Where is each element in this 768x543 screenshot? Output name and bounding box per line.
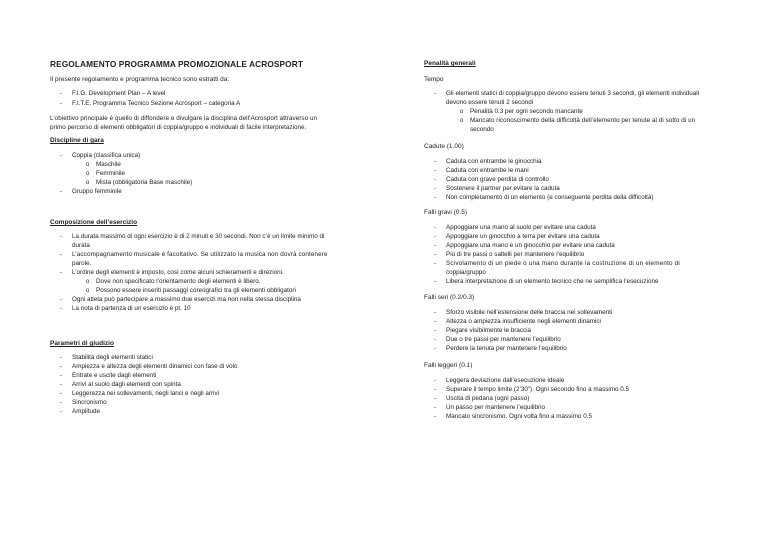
discipline-subitem: Mista (obbligatoria Base maschile) [96,179,193,186]
gravi-item-cont: coppia/gruppo [446,269,486,276]
cadute-item: Caduta con entrambe le mani [446,167,529,174]
seri-item: Sforzo visibile nell’estensione delle braccia nei sollevamenti [446,309,613,316]
tempo-subitem: Penalità 0.3 per ogni secondo mancante [470,108,583,115]
list-dash: - [60,269,63,276]
judgement-item: Arrivi al suolo dagli elementi con spinta [72,381,181,388]
circle-bullet-icon: o [86,279,90,285]
circle-bullet-icon: o [460,109,464,115]
list-dash: - [60,100,63,107]
list-dash: - [434,185,437,192]
judgement-item: Sincronismo [72,399,107,406]
list-dash: - [60,363,63,370]
list-dash: - [434,377,437,384]
list-dash: - [434,224,437,231]
list-dash: - [60,90,63,97]
seri-label: Falli seri (0.2/0.3) [424,294,475,301]
gravi-item: Appoggiare una mano e un ginocchio per evitare una caduta [446,242,615,249]
circle-bullet-icon: o [86,162,90,168]
list-dash: - [434,345,437,352]
gravi-item: Appoggiare una mano al suolo per evitare una caduta [446,224,596,231]
cadute-item: Non completamento di un elemento (e conseguente perdita della difficoltà) [446,194,654,201]
section-heading-discipline: Discipline di gara [50,137,104,144]
composition-subitem: Possono essere inseriti passaggi coreografici tra gli elementi obbligatori [96,287,296,294]
circle-bullet-icon: o [86,171,90,177]
judgement-item: Entrate e uscite dagli elementi [72,372,157,379]
document-title: REGOLAMENTO PROGRAMMA PROMOZIONALE ACROSPORT [50,59,303,69]
gravi-item: Appoggiare un ginocchio a terra per evitare una caduta [446,233,600,240]
list-dash: - [434,327,437,334]
circle-bullet-icon: o [86,288,90,294]
list-dash: - [434,278,437,285]
list-dash: - [434,176,437,183]
gravi-label: Falli gravi (0.5) [424,209,467,216]
composition-item: L’accompagnamento musicale è facoltativo. Se utilizzato la musica non dovrà contenere [72,251,328,258]
tempo-item-cont: devono essere tenuti 2 secondi [446,99,534,106]
list-dash: - [60,390,63,397]
judgement-item: Stabilità degli elementi statici [72,354,153,361]
list-dash: - [434,167,437,174]
tempo-subitem-cont: secondo [470,126,494,133]
list-dash: - [434,309,437,316]
list-dash: - [434,194,437,201]
list-dash: - [60,152,63,159]
leggeri-item: Leggera deviazione dall’esecuzione ideale [446,377,565,384]
list-dash: - [60,233,63,240]
list-dash: - [434,90,437,97]
discipline-item: Coppia (classifica unica) [72,152,141,159]
list-dash: - [434,158,437,165]
list-dash: - [434,233,437,240]
list-dash: - [60,305,63,312]
source-item: F.I.G. Development Plan – A level [72,90,166,97]
list-dash: - [434,404,437,411]
section-heading-judgement: Parametri di giudizio [50,340,114,347]
cadute-item: Caduta con entrambe le ginocchia [446,158,542,165]
list-dash: - [434,336,437,343]
section-heading-composition: Composizione dell’esercizio [50,219,138,226]
tempo-subitem: Mancato riconoscimento della difficoltà dell’elemento per tenute al di sotto di un [470,117,696,124]
list-dash: - [60,251,63,258]
list-dash: - [434,251,437,258]
seri-item: Due o tre passi per mantenere l’equilibrio [446,336,561,343]
gravi-item: Libera interpretazione di un elemento tecnico che ne semplifica l’esecuzione [446,278,659,285]
circle-bullet-icon: o [86,180,90,186]
leggeri-item: Un passo per mantenere l’equilibrio [446,404,546,411]
composition-item: La durata massimo di ogni esercizio è di 2 minuti e 30 secondi. Non c’è un limite minimo di [72,233,325,240]
seri-item: Perdere la tenuta per mantenere l’equilibrio [446,345,567,352]
cadute-label: Cadute (1.00) [424,143,464,150]
list-dash: - [434,260,437,267]
objective-text: L’obiettivo principale è quello di diffondere e divulgare la disciplina dell’Acrosport attraverso un [50,115,318,122]
list-dash: - [60,188,63,195]
discipline-item: Gruppo femminile [72,188,122,195]
list-dash: - [60,296,63,303]
composition-item-cont: durata [72,242,90,249]
leggeri-item: Uscita di pedana (ogni passo) [446,395,530,402]
intro-text: Il presente regolamento e programma tecnico sono estratti da: [50,76,230,83]
composition-item: Ogni atleta può partecipare a massimo due esercizi ma non nella stessa disciplina [72,296,301,303]
seri-item: Piegare visibilmente le braccia [446,327,532,334]
leggeri-item: Superare il tempo limite (2’30”). Ogni secondo fino a massimo 0.5 [446,386,630,393]
objective-text: primo percorso di elementi obbligatori di coppia/gruppo e individuali di facile interpretazione. [50,124,307,131]
leggeri-item: Mancato sincronismo. Ogni volta fino a massimo 0.5 [446,413,592,420]
list-dash: - [434,395,437,402]
judgement-item: Amplitude [72,408,101,415]
discipline-subitem: Femminile [96,170,126,177]
list-dash: - [60,372,63,379]
list-dash: - [60,381,63,388]
list-dash: - [434,242,437,249]
section-heading-penalties: Penalità generali [424,60,476,67]
composition-item: L’ordine degli elementi è imposto, così come alcuni schieramenti e direzioni. [72,269,284,276]
circle-bullet-icon: o [460,118,464,124]
judgement-item: Leggerezza nei sollevamenti, negli lanci e negli arrivi [72,390,220,397]
composition-subitem: Dove non specificato l’orientamento degli elementi è libero. [96,278,261,285]
list-dash: - [60,399,63,406]
list-dash: - [434,318,437,325]
composition-item: La nota di partenza di un esercizio è pt. 10 [72,305,191,312]
gravi-item: Scivolamento di un piede o una mano durante la costruzione di un elemento di [446,260,680,267]
source-item: F.I.T.E. Programma Tecnico Sezione Acrosport – categoria A [72,100,241,107]
cadute-item: Caduta con grave perdita di controllo [446,176,549,183]
list-dash: - [434,413,437,420]
discipline-subitem: Maschile [96,161,121,168]
list-dash: - [434,386,437,393]
seri-item: Altezza o ampiezza insufficiente negli elementi dinamici [446,318,601,325]
list-dash: - [60,354,63,361]
tempo-label: Tempo [424,76,444,83]
list-dash: - [60,408,63,415]
gravi-item: Più di tre passi o saltelli per mantenere l’equilibrio [446,251,585,258]
leggeri-label: Falli leggeri (0.1) [424,362,473,369]
composition-item-cont: parole. [72,260,92,267]
cadute-item: Sostenere il partner per evitare la caduta [446,185,560,192]
judgement-item: Ampiezza e altezza degli elementi dinamici con fase di volo [72,363,238,370]
tempo-item: Gli elementi statici di coppia/gruppo devono essere tenuti 3 secondi, gli elementi individuali [446,90,700,97]
